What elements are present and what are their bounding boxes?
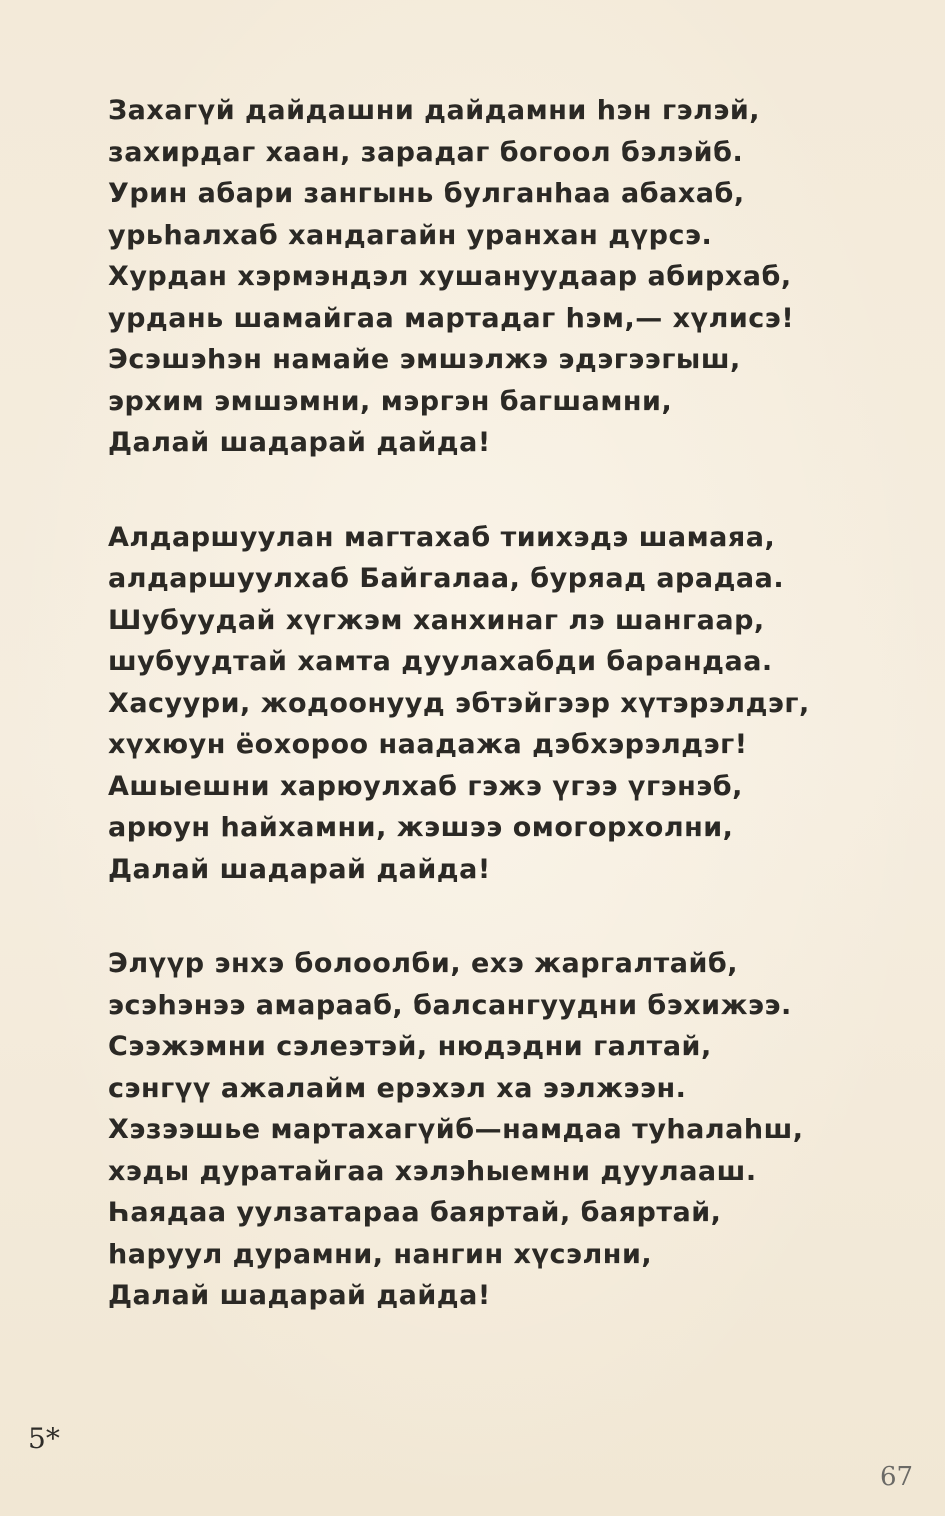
poem-line: эрхим эмшэмни, мэргэн багшамни, bbox=[108, 385, 673, 417]
poem-line: эсэһэнээ амарааб, балсангуудни бэхижээ. bbox=[108, 989, 792, 1021]
poem-refrain: Далай шадарай дайда! bbox=[108, 853, 491, 885]
poem-line: Ашыешни харюулхаб гэжэ үгээ үгэнэб, bbox=[108, 770, 743, 802]
poem-line: Эсэшэһэн намайе эмшэлжэ эдэгээгыш, bbox=[108, 344, 741, 375]
stanza-2 bbox=[108, 517, 888, 891]
poem-line: сэнгүү ажалайм ерэхэл ха ээлжээн. bbox=[108, 1072, 687, 1104]
poem-line: алдаршуулхаб Байгалаа, буряад арадаа. bbox=[108, 563, 785, 594]
page-number: 67 bbox=[880, 1462, 914, 1492]
printer-signature-mark: 5* bbox=[28, 1422, 60, 1455]
poem-line: арюун һайхамни, жэшээ омогорхолни, bbox=[108, 812, 734, 843]
poem-line: урдань шамайгаа мартадаг һэм,— хүлисэ! bbox=[108, 302, 795, 334]
poem-line: Хасуури, жодоонууд эбтэйгээр хүтэрэлдэг, bbox=[108, 687, 810, 719]
poem-line: Алдаршуулан магтахаб тиихэдэ шамаяа, bbox=[108, 521, 776, 553]
poem-refrain: Далай шадарай дайда! bbox=[108, 427, 491, 458]
poem-line: Хэзээшье мартахагүйб—намдаа туһалаһш, bbox=[108, 1114, 804, 1145]
poem-line: Захагүй дайдашни дайдамни һэн гэлэй, bbox=[108, 95, 761, 126]
poem-line: хэды дуратайгаа хэлэһыемни дуулааш. bbox=[108, 1155, 757, 1187]
stanza-1 bbox=[108, 90, 888, 464]
poem-line: хүхюун ёохороо наадажа дэбхэрэлдэг! bbox=[108, 729, 748, 760]
poem-line: Шубуудай хүгжэм ханхинаг лэ шангаар, bbox=[108, 604, 765, 636]
poem-line: урьһалхаб хандагайн уранхан дүрсэ. bbox=[108, 219, 713, 251]
poem bbox=[108, 90, 888, 1370]
poem-refrain: Далай шадарай дайда! bbox=[108, 1280, 491, 1311]
poem-line: шубуудтай хамта дуулахабди барандаа. bbox=[108, 646, 773, 677]
poem-line: Һаядаа уулзатараа баяртай, баяртай, bbox=[108, 1197, 722, 1228]
poem-line: Хурдан хэрмэндэл хушануудаар абирхаб, bbox=[108, 261, 792, 292]
poem-line: Элүүр энхэ болоолби, ехэ жаргалтайб, bbox=[108, 948, 739, 979]
poem-line: Сээжэмни сэлеэтэй, нюдэдни галтай, bbox=[108, 1031, 712, 1062]
poem-line: Урин абари зангынь булганһаа абахаб, bbox=[108, 178, 745, 209]
poem-line: һаруул дурамни, нангин хүсэлни, bbox=[108, 1238, 653, 1270]
stanza-3 bbox=[108, 943, 888, 1317]
poem-line: захирдаг хаан, зарадаг богоол бэлэйб. bbox=[108, 136, 744, 168]
